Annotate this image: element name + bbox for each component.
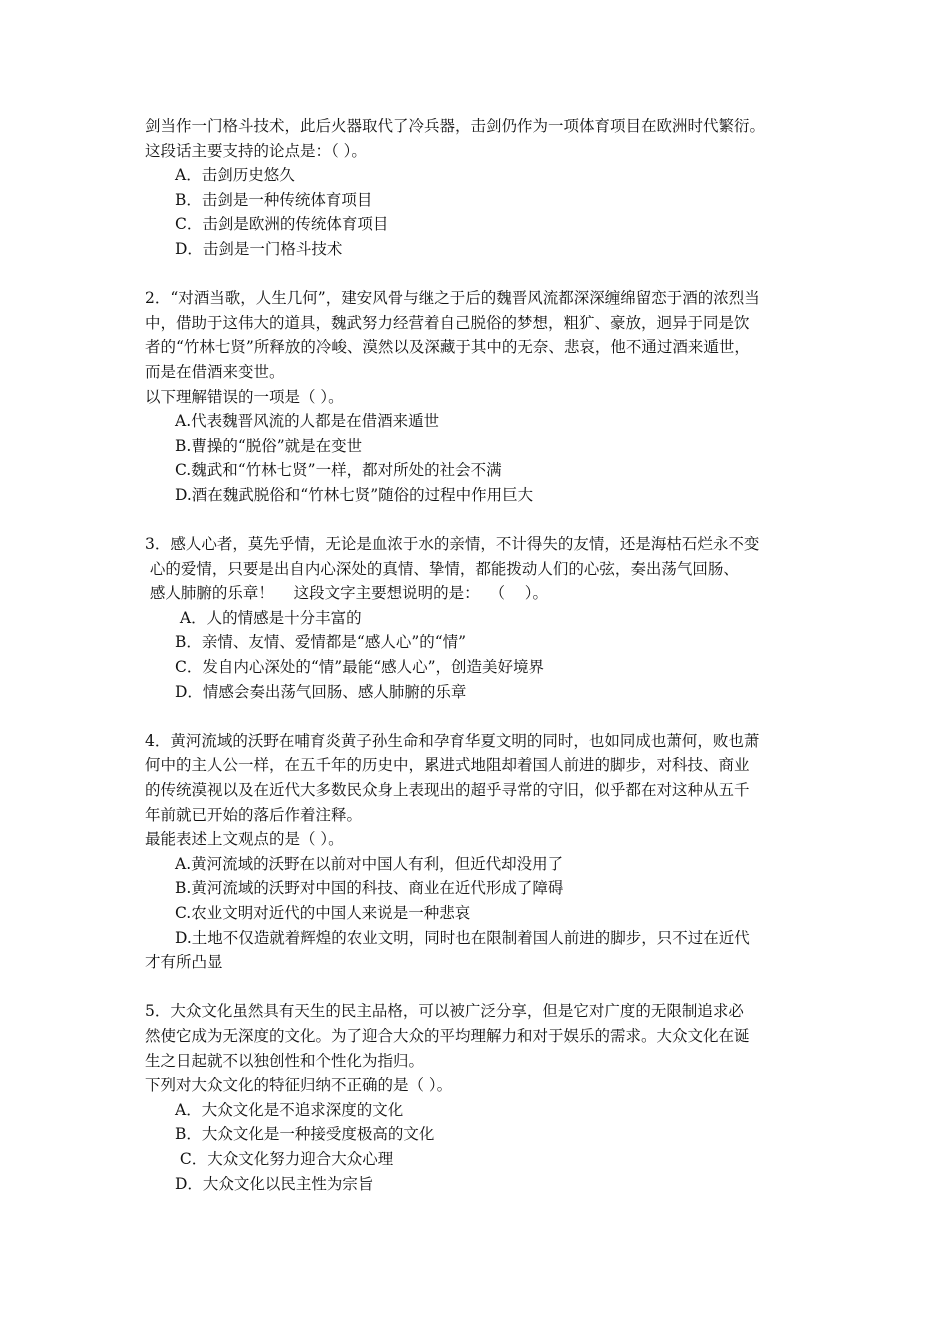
option-c: C．击剑是欧洲的传统体育项目	[175, 215, 389, 234]
option-b: B.曹操的“脱俗”就是在变世	[175, 436, 363, 455]
option-c: C．发自内心深处的“情”最能“感人心”，创造美好境界	[175, 658, 545, 677]
passage-line: 3．感人心者，莫先乎情，无论是血浓于水的亲情，不计得失的友情，还是海枯石烂永不变	[145, 535, 760, 554]
passage-line: 的传统漠视以及在近代大多数民众身上表现出的超乎寻常的守旧，似乎都在对这种从五千	[145, 781, 750, 800]
option-a: A.黄河流域的沃野在以前对中国人有利，但近代却没用了	[175, 854, 564, 873]
option-a: A．击剑历史悠久	[175, 166, 295, 185]
option-d: D．击剑是一门格斗技术	[175, 239, 343, 258]
option-b: B．大众文化是一种接受度极高的文化	[175, 1125, 435, 1144]
option-a: A．大众文化是不追求深度的文化	[175, 1100, 404, 1119]
option-a: A.代表魏晋风流的人都是在借酒来遁世	[175, 412, 440, 431]
question-2	[145, 286, 810, 507]
passage-line: 4．黄河流域的沃野在哺育炎黄子孙生命和孕育华夏文明的同时，也如同成也萧何，败也萧	[145, 731, 760, 750]
option-b: B．亲情、友情、爱情都是“感人心”的“情”	[175, 633, 467, 652]
option-d-continuation: 才有所凸显	[145, 953, 223, 972]
option-d: D.土地不仅造就着辉煌的农业文明，同时也在限制着国人前进的脚步，只不过在近代	[175, 928, 750, 947]
option-a: A．人的情感是十分丰富的	[175, 608, 362, 627]
option-b: B．击剑是一种传统体育项目	[175, 190, 373, 209]
option-b: B.黄河流域的沃野对中国的科技、商业在近代形成了障碍	[175, 879, 564, 898]
question-3	[145, 532, 810, 704]
question-prompt: 这段话主要支持的论点是：（ ）。	[145, 141, 367, 160]
passage-line: 5．大众文化虽然具有天生的民主品格，可以被广泛分享，但是它对广度的无限制追求必	[145, 1002, 744, 1021]
passage-line: 中，借助于这伟大的道具，魏武努力经营着自己脱俗的梦想，粗犷、豪放，迥异于同是饮	[145, 313, 750, 332]
passage-line: 剑当作一门格斗技术，此后火器取代了冷兵器，击剑仍作为一项体育项目在欧洲时代繁衍。	[145, 117, 766, 135]
passage-line: 而是在借酒来变世。	[145, 362, 285, 381]
question-4	[145, 729, 810, 975]
passage-line: 者的“竹林七贤”所释放的冷峻、漠然以及深藏于其中的无奈、悲哀，他不通过酒来遁世，	[145, 338, 750, 357]
passage-line: 心的爱情，只要是出自内心深处的真情、挚情，都能拨动人们的心弦，奏出荡气回肠、	[145, 559, 739, 578]
passage-line: 2．“对酒当歌，人生几何”，建安风骨与继之于后的魏晋风流都深深缠绵留恋于酒的浓烈当	[145, 289, 760, 308]
option-c: C．大众文化努力迎合大众心理	[175, 1149, 394, 1168]
option-c: C.农业文明对近代的中国人来说是一种悲哀	[175, 904, 471, 922]
option-d: D．大众文化以民主性为宗旨	[175, 1174, 374, 1193]
passage-line: 生之日起就不以独创性和个性化为指归。	[145, 1051, 425, 1070]
option-d: D.酒在魏武脱俗和“竹林七贤”随俗的过程中作用巨大	[175, 485, 534, 504]
question-prompt: 最能表述上文观点的是（ ）。	[145, 830, 344, 849]
question-5	[145, 999, 810, 1196]
question-list	[145, 114, 810, 1196]
passage-line: 何中的主人公一样，在五千年的历史中，累进式地阻却着国人前进的脚步，对科技、商业	[145, 756, 750, 775]
option-d: D．情感会奏出荡气回肠、感人肺腑的乐章	[175, 682, 467, 701]
passage-line: 年前就已开始的落后作着注释。	[145, 805, 363, 824]
option-c: C.魏武和“竹林七贤”一样，都对所处的社会不满	[175, 461, 502, 480]
question-1	[145, 114, 810, 262]
question-prompt: 感人肺腑的乐章！ 这段文字主要想说明的是： （ ）。	[145, 584, 548, 603]
question-prompt: 下列对大众文化的特征归纳不正确的是（ ）。	[145, 1076, 453, 1095]
passage-line: 然使它成为无深度的文化。为了迎合大众的平均理解力和对于娱乐的需求。大众文化在诞	[145, 1026, 750, 1045]
question-prompt: 以下理解错误的一项是（ ）。	[145, 387, 344, 406]
